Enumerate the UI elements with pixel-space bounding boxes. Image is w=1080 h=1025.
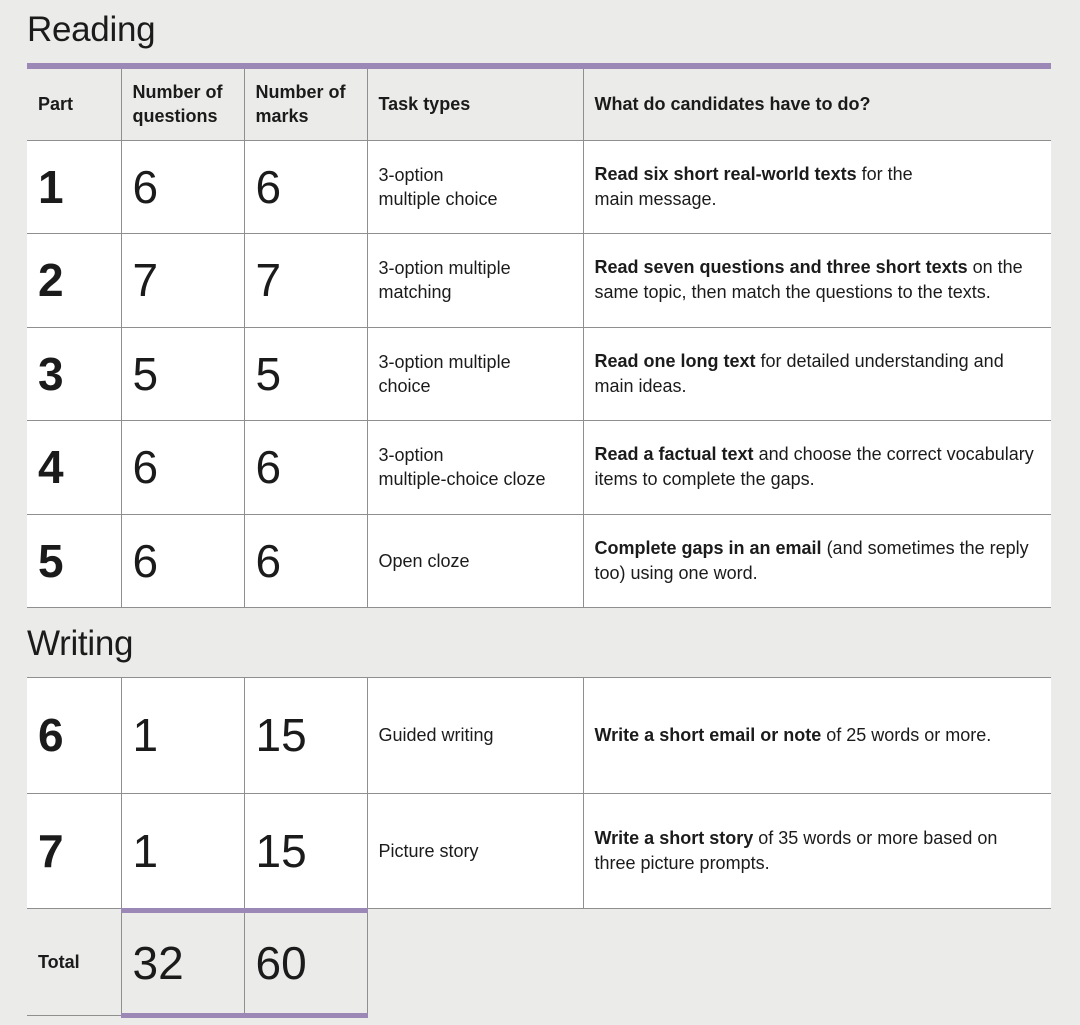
part-number: 7 — [27, 793, 121, 909]
total-questions: 32 — [121, 911, 244, 1016]
instruction-emphasis: Read one long text — [594, 350, 756, 371]
task-type: 3-option multiple matching — [367, 234, 583, 328]
task-type: Open cloze — [367, 514, 583, 608]
instruction-text: and choose the correct vocabulary items to complete the gaps. — [594, 444, 1034, 490]
instruction-text: for the main message. — [594, 163, 913, 209]
total-label: Total — [27, 911, 121, 1016]
header-part: Part — [27, 66, 121, 140]
total-table — [27, 908, 1051, 1018]
question-count: 1 — [121, 793, 244, 909]
question-count: 1 — [121, 678, 244, 794]
part-number: 2 — [27, 234, 121, 328]
part-number: 6 — [27, 678, 121, 794]
table-row — [27, 514, 1051, 608]
table-row — [27, 327, 1051, 421]
table-row — [27, 793, 1051, 909]
candidate-instructions — [583, 327, 1051, 421]
instruction-text: (and sometimes the reply too) using one word. — [594, 537, 1029, 583]
candidate-instructions — [583, 234, 1051, 328]
question-count: 6 — [121, 514, 244, 608]
header-marks: Number of marks — [244, 66, 367, 140]
writing-table — [27, 677, 1051, 909]
candidate-instructions — [583, 421, 1051, 515]
part-number: 5 — [27, 514, 121, 608]
mark-count: 6 — [244, 421, 367, 515]
task-type: 3-option multiple choice — [367, 327, 583, 421]
candidate-instructions — [583, 140, 1051, 234]
table-row — [27, 678, 1051, 794]
writing-section-title: Writing — [27, 624, 134, 663]
total-row — [27, 911, 1051, 1016]
instruction-text: for detailed understanding and main ideas. — [594, 350, 1004, 396]
mark-count: 15 — [244, 793, 367, 909]
table-row — [27, 421, 1051, 515]
task-type: 3-option multiple choice — [367, 140, 583, 234]
task-type: Picture story — [367, 793, 583, 909]
instruction-text: on the same topic, then match the questions to the texts. — [594, 257, 1023, 303]
mark-count: 7 — [244, 234, 367, 328]
header-questions: Number of questions — [121, 66, 244, 140]
mark-count: 15 — [244, 678, 367, 794]
candidate-instructions — [583, 678, 1051, 794]
header-task-types: Task types — [367, 66, 583, 140]
part-number: 4 — [27, 421, 121, 515]
instruction-emphasis: Read seven questions and three short texts — [594, 257, 968, 278]
question-count: 6 — [121, 421, 244, 515]
question-count: 5 — [121, 327, 244, 421]
question-count: 7 — [121, 234, 244, 328]
header-what-to-do: What do candidates have to do? — [583, 66, 1051, 140]
task-type: 3-option multiple-choice cloze — [367, 421, 583, 515]
instruction-text: of 35 words or more based on three picture prompts. — [594, 827, 998, 873]
total-marks: 60 — [244, 911, 367, 1016]
task-type: Guided writing — [367, 678, 583, 794]
reading-table — [27, 63, 1051, 608]
table-row — [27, 140, 1051, 234]
instruction-emphasis: Complete gaps in an email — [594, 537, 822, 558]
instruction-emphasis: Read six short real-world texts — [594, 163, 857, 184]
instruction-emphasis: Write a short email or note — [594, 724, 822, 745]
empty-cell — [583, 911, 1051, 1016]
part-number: 1 — [27, 140, 121, 234]
question-count: 6 — [121, 140, 244, 234]
mark-count: 5 — [244, 327, 367, 421]
table-row — [27, 234, 1051, 328]
instruction-text: of 25 words or more. — [821, 724, 992, 745]
candidate-instructions — [583, 793, 1051, 909]
instruction-emphasis: Read a factual text — [594, 444, 754, 465]
instruction-emphasis: Write a short story — [594, 827, 754, 848]
mark-count: 6 — [244, 140, 367, 234]
candidate-instructions — [583, 514, 1051, 608]
mark-count: 6 — [244, 514, 367, 608]
part-number: 3 — [27, 327, 121, 421]
reading-section-title: Reading — [27, 10, 156, 49]
empty-cell — [367, 911, 583, 1016]
table-header-row — [27, 66, 1051, 140]
